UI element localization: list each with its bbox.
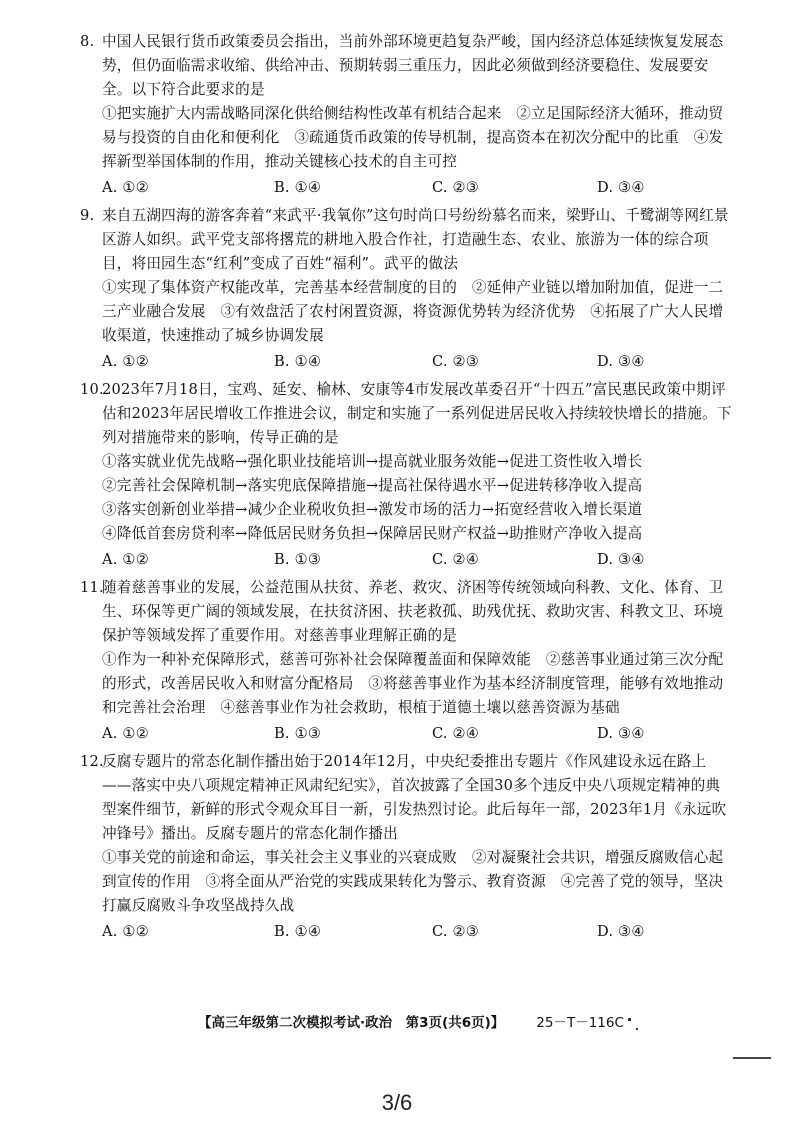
option-a: A. ①② (102, 551, 149, 568)
option-a: A. ①② (102, 179, 149, 196)
option-d: D. ③④ (597, 179, 645, 196)
question-stem: 随着慈善事业的发展，公益范围从扶贫、养老、救灾、济困等传统领域向科教、文化、体育、卫生、环保等更广阔的领域发展，在扶贫济困、扶老救孤、助残优抚、救助灾害、科教文卫、环境保护等领域发挥了重要作用。对慈善事业理解正确的是 (102, 579, 724, 644)
question-11 (80, 576, 734, 746)
option-c: C. ②③ (432, 923, 480, 940)
page-footer (198, 1013, 758, 1033)
question-number: 11. (80, 579, 104, 596)
answer-options (84, 350, 734, 374)
option-d: D. ③④ (597, 923, 645, 940)
option-b: B. ①③ (274, 725, 322, 742)
question-number: 9. (80, 207, 95, 224)
option-b: B. ①④ (274, 923, 322, 940)
question-items: ①作为一种补充保障形式，慈善可弥补社会保障覆盖面和保障效能 ②慈善事业通过第三次分配的形式，改善居民收入和财富分配格局 ③将慈善事业作为基本经济制度管理，能够有效地推动和完善社会治理 ④慈善事业作为社会救助，根植于道德土壤以慈善资源为基础 (102, 651, 724, 716)
question-stem: 反腐专题片的常态化制作播出始于2014年12月，中央纪委推出专题片《作风建设永远在路上——落实中央八项规定精神正风肃纪纪实》，首次披露了全国30多个违反中央八项规定精神的典型案件细节，新鲜的形式令观众耳目一新，引发热烈讨论。此后每年一部，2023年1月《永远吹冲锋号》播出。反腐专题片的常态化制作播出 (102, 753, 727, 842)
option-d: D. ③④ (597, 725, 645, 742)
option-b: B. ①③ (274, 551, 322, 568)
exam-footer-title: 【高三年级第二次模拟考试·政治 第3页(共6页)】 (198, 1015, 505, 1031)
exam-code: 25－T－116C (536, 1015, 624, 1031)
option-c: C. ②③ (432, 179, 480, 196)
question-8 (80, 30, 734, 200)
question-stem: 2023年7月18日，宝鸡、延安、榆林、安康等4市发展改革委召开“十四五”富民惠民政策中期评估和2023年居民增收工作推进会议，制定和实施了一系列促进居民收入持续较快增长的措施。下列对措施带来的影响，传导正确的是 (102, 381, 732, 446)
question-number: 12. (80, 753, 104, 770)
option-b: B. ①④ (274, 353, 322, 370)
page-indicator: 3/6 (381, 1090, 413, 1115)
question-number: 8. (80, 33, 95, 50)
scan-speck (628, 1018, 631, 1021)
question-item-2: ②完善社会保障机制→落实兜底保障措施→提高社保待遇水平→促进转移净收入提高 (102, 477, 643, 494)
option-d: D. ③④ (597, 353, 645, 370)
question-stem: 中国人民银行货币政策委员会指出，当前外部环境更趋复杂严峻，国内经济总体延续恢复发展态势，但仍面临需求收缩、供给冲击、预期转弱三重压力，因此必须做到经济要稳住、发展要安全。以下符合此要求的是 (102, 33, 724, 98)
scan-line-mark (733, 1057, 771, 1059)
question-stem: 来自五湖四海的游客奔着“来武平·我氧你”这句时尚口号纷纷慕名而来，梁野山、千鹭湖等网红景区游人如织。武平党支部将撂荒的耕地入股合作社，打造融生态、农业、旅游为一体的综合项目，将田园生态“红利”变成了百姓“福利”。武平的做法 (102, 207, 729, 272)
question-item-3: ③落实创新创业举措→减少企业税收负担→激发市场的活力→拓宽经营收入增长渠道 (102, 501, 643, 518)
option-b: B. ①④ (274, 179, 322, 196)
question-10 (80, 378, 734, 572)
question-items: ①把实施扩大内需战略同深化供给侧结构性改革有机结合起来 ②立足国际经济大循环，推动贸易与投资的自由化和便利化 ③疏通货币政策的传导机制，提高资本在初次分配中的比重 ④发挥新型举国体制的作用，推动关键核心技术的自主可控 (102, 105, 724, 170)
scan-speck (636, 1028, 638, 1030)
answer-options (84, 548, 734, 572)
question-item-1: ①落实就业优先战略→强化职业技能培训→提高就业服务效能→促进工资性收入增长 (102, 453, 643, 470)
option-c: C. ②④ (432, 725, 480, 742)
question-number: 10. (80, 381, 104, 398)
question-12 (80, 750, 734, 944)
option-a: A. ①② (102, 923, 149, 940)
question-item-4: ④降低首套房贷利率→降低居民财务负担→保障居民财产权益→助推财产净收入提高 (102, 525, 643, 542)
answer-options (84, 722, 734, 746)
option-d: D. ③④ (597, 551, 645, 568)
option-c: C. ②③ (432, 353, 480, 370)
question-9 (80, 204, 734, 374)
question-items: ①实现了集体资产权能改革，完善基本经营制度的目的 ②延伸产业链以增加附加值，促进一二三产业融合发展 ③有效盘活了农村闲置资源，将资源优势转为经济优势 ④拓展了广大人民增收渠道，快速推动了城乡协调发展 (102, 279, 724, 344)
option-a: A. ①② (102, 353, 149, 370)
question-list (80, 30, 734, 948)
option-a: A. ①② (102, 725, 149, 742)
answer-options (84, 920, 734, 944)
option-c: C. ②④ (432, 551, 480, 568)
question-items: ①事关党的前途和命运，事关社会主义事业的兴衰成败 ②对凝聚社会共识，增强反腐败信心起到宣传的作用 ③将全面从严治党的实践成果转化为警示、教育资源 ④完善了党的领导，坚决打赢反腐败斗争攻坚战持久战 (102, 849, 724, 914)
answer-options (84, 176, 734, 200)
